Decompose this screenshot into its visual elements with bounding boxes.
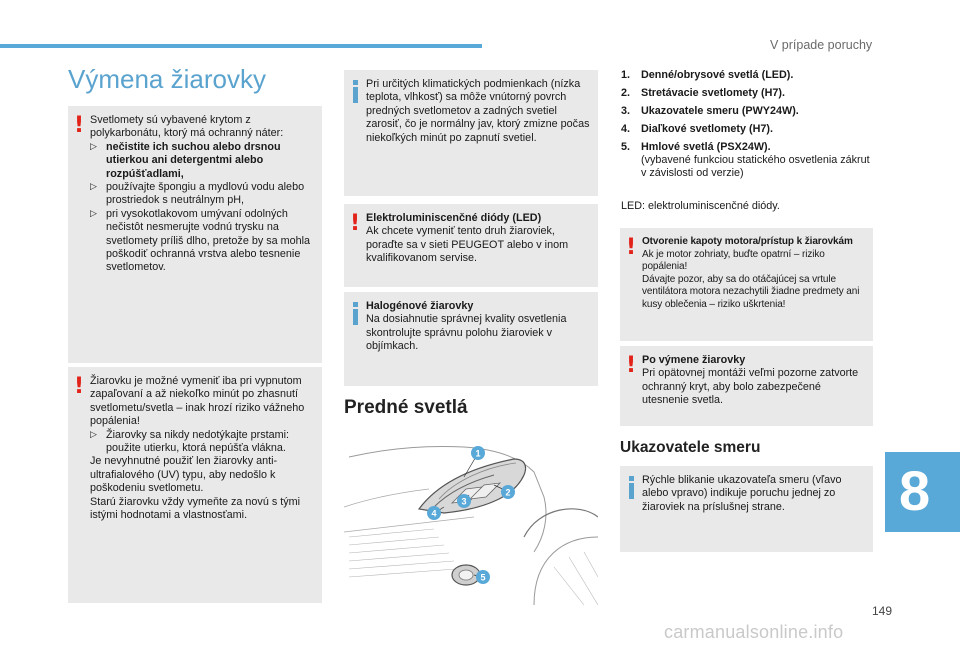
warning-box-bulb-handling — [68, 367, 322, 603]
box-title: Po výmene žiarovky — [642, 354, 746, 366]
bullet-text: používajte špongiu a mydlovú vodu alebo prostriedok s neutrálnym pH, — [106, 181, 305, 207]
info-box-indicators — [620, 466, 873, 552]
triangle-right-icon: ▷ — [90, 182, 97, 193]
info-box-halogen — [344, 292, 598, 386]
list-item — [621, 141, 871, 181]
box-text: Pri opätovnej montáži veľmi pozorne zatvorte ochranný kryt, aby bolo zabezpečené utesnenie svetla. — [642, 367, 859, 407]
list-item-content — [641, 141, 871, 181]
bullet-text: Žiarovky sa nikdy nedotýkajte prstami: použite utierku, ktorá nepúšťa vlákna. — [106, 428, 290, 455]
callout-1-label: 1 — [475, 448, 481, 459]
box-title: Otvorenie kapoty motora/prístup k žiarovkám — [642, 236, 853, 247]
section-heading-front-lights: Predné svetlá — [344, 397, 468, 418]
list-item-text: Hmlové svetlá (PSX24W). — [641, 140, 771, 153]
info-icon — [350, 79, 362, 101]
list-item-content — [641, 105, 799, 118]
box-title: Elektroluminiscenčné diódy (LED) — [366, 212, 542, 224]
info-box-condensation — [344, 70, 598, 196]
warning-box-after-replacement — [620, 346, 873, 426]
bullet-text: nečistite ich suchou alebo drsnou utierkou ani detergentmi alebo rozpúšťadlami, — [106, 140, 281, 180]
exclamation-icon: ! — [626, 235, 637, 260]
list-item-text: Diaľkové svetlomety (H7). — [641, 122, 773, 135]
list-item — [621, 123, 871, 136]
page-title: Výmena žiarovky — [68, 64, 266, 94]
chapter-tab — [885, 452, 960, 532]
box-text: Dávajte pozor, aby sa do otáčajúcej sa vrtule ventilátora motora nezachytili žiadne predmety ani kusy oblečenia – riziko uškrtenia! — [642, 273, 860, 310]
running-header: V prípade poruchy — [770, 38, 873, 52]
box-text: Svetlomety sú vybavené krytom z polykarbonátu, ktorý má ochranný náter: — [90, 114, 284, 140]
list-item-number: 3. — [621, 104, 631, 117]
box-text: Ak chcete vymeniť tento druh žiaroviek, poraďte sa v sieti PEUGEOT alebo v inom kvalifikovanom servise. — [366, 225, 569, 265]
exclamation-icon: ! — [626, 353, 637, 378]
callout-2-label: 2 — [505, 487, 511, 498]
box-text: Je nevyhnutné použiť len žiarovky anti-ultrafialového (UV) typu, aby nedošlo k poškodeniu svetlometu. — [90, 455, 278, 495]
watermark: carmanualsonline.info — [664, 622, 844, 642]
list-item-number: 2. — [621, 86, 631, 99]
chapter-number: 8 — [899, 459, 931, 522]
section-heading-indicators: Ukazovatele smeru — [620, 439, 761, 456]
info-icon — [626, 475, 638, 497]
info-icon — [350, 301, 362, 323]
exclamation-icon: ! — [74, 113, 85, 138]
list-item-text: Ukazovatele smeru (PWY24W). — [641, 104, 799, 117]
callout-4-label: 4 — [431, 508, 437, 519]
box-text: Pri určitých klimatických podmienkach (nízka teplota, vlhkosť) sa môže vnútorný povrch predných svetlometov a zadných svetiel zarosiť, čo je normálny jav, ktorý zmizne počas niekoľkých minút po zapnutí svetiel. — [366, 78, 590, 144]
triangle-right-icon: ▷ — [90, 429, 97, 440]
exclamation-icon: ! — [74, 374, 85, 399]
list-item-number: 4. — [621, 122, 631, 135]
warning-box-headlamp-cleaning — [68, 106, 322, 363]
box-title: Halogénové žiarovky — [366, 300, 474, 312]
box-text: Na dosiahnutie správnej kvality osvetlenia skontrolujte správnu polohu žiaroviek v objímkach. — [366, 313, 567, 353]
list-item — [621, 87, 871, 100]
bullet-text: pri vysokotlakovom umývaní odolných nečistôt nesmerujte vodnú trysku na svetlomety príliš dlho, pretože by sa mohla poškodiť ochranná vrstva alebo tesnenie svetlometov. — [106, 207, 311, 274]
box-text: Starú žiarovku vždy vymeňte za novú s tými istými hodnotami a vlastnosťami. — [90, 495, 301, 522]
led-note: LED: elektroluminiscenčné diódy. — [621, 200, 780, 212]
list-item — [621, 69, 871, 82]
box-text: Žiarovku je možné vymeniť iba pri vypnutom zapaľovaní a až niekoľko minút po zhasnutí svetlometu/svetla – inak hrozí riziko vážneho popálenia! — [90, 375, 305, 428]
top-accent-bar — [0, 44, 482, 48]
box-text: Rýchle blikanie ukazovateľa smeru (vľavo alebo vpravo) indikuje poruchu jednej zo žiaroviek na príslušnej strane. — [642, 474, 842, 513]
list-item-number: 5. — [621, 140, 631, 153]
list-item — [621, 105, 871, 118]
callout-3-label: 3 — [461, 496, 467, 507]
list-item-content — [641, 87, 785, 100]
list-item-text: Stretávacie svetlomety (H7). — [641, 86, 786, 99]
box-text: Ak je motor zohriaty, buďte opatrní – riziko popálenia! — [642, 248, 825, 273]
list-item-number: 1. — [621, 69, 631, 81]
bulb-list — [621, 69, 871, 185]
page-number: 149 — [872, 604, 893, 618]
triangle-right-icon: ▷ — [90, 208, 97, 219]
list-item-text: Denné/obrysové svetlá (LED). — [641, 69, 794, 81]
list-item-content — [641, 123, 773, 136]
exclamation-icon: ! — [350, 211, 361, 236]
list-item-content — [641, 69, 793, 82]
triangle-right-icon: ▷ — [90, 141, 97, 152]
list-item-note: (vybavené funkciou statického osvetlenia zákrut v závislosti od verzie) — [641, 154, 870, 180]
warning-box-bonnet — [620, 228, 873, 341]
warning-box-led — [344, 204, 598, 287]
headlamp-illustration — [344, 437, 598, 605]
callout-5-label: 5 — [480, 572, 486, 583]
